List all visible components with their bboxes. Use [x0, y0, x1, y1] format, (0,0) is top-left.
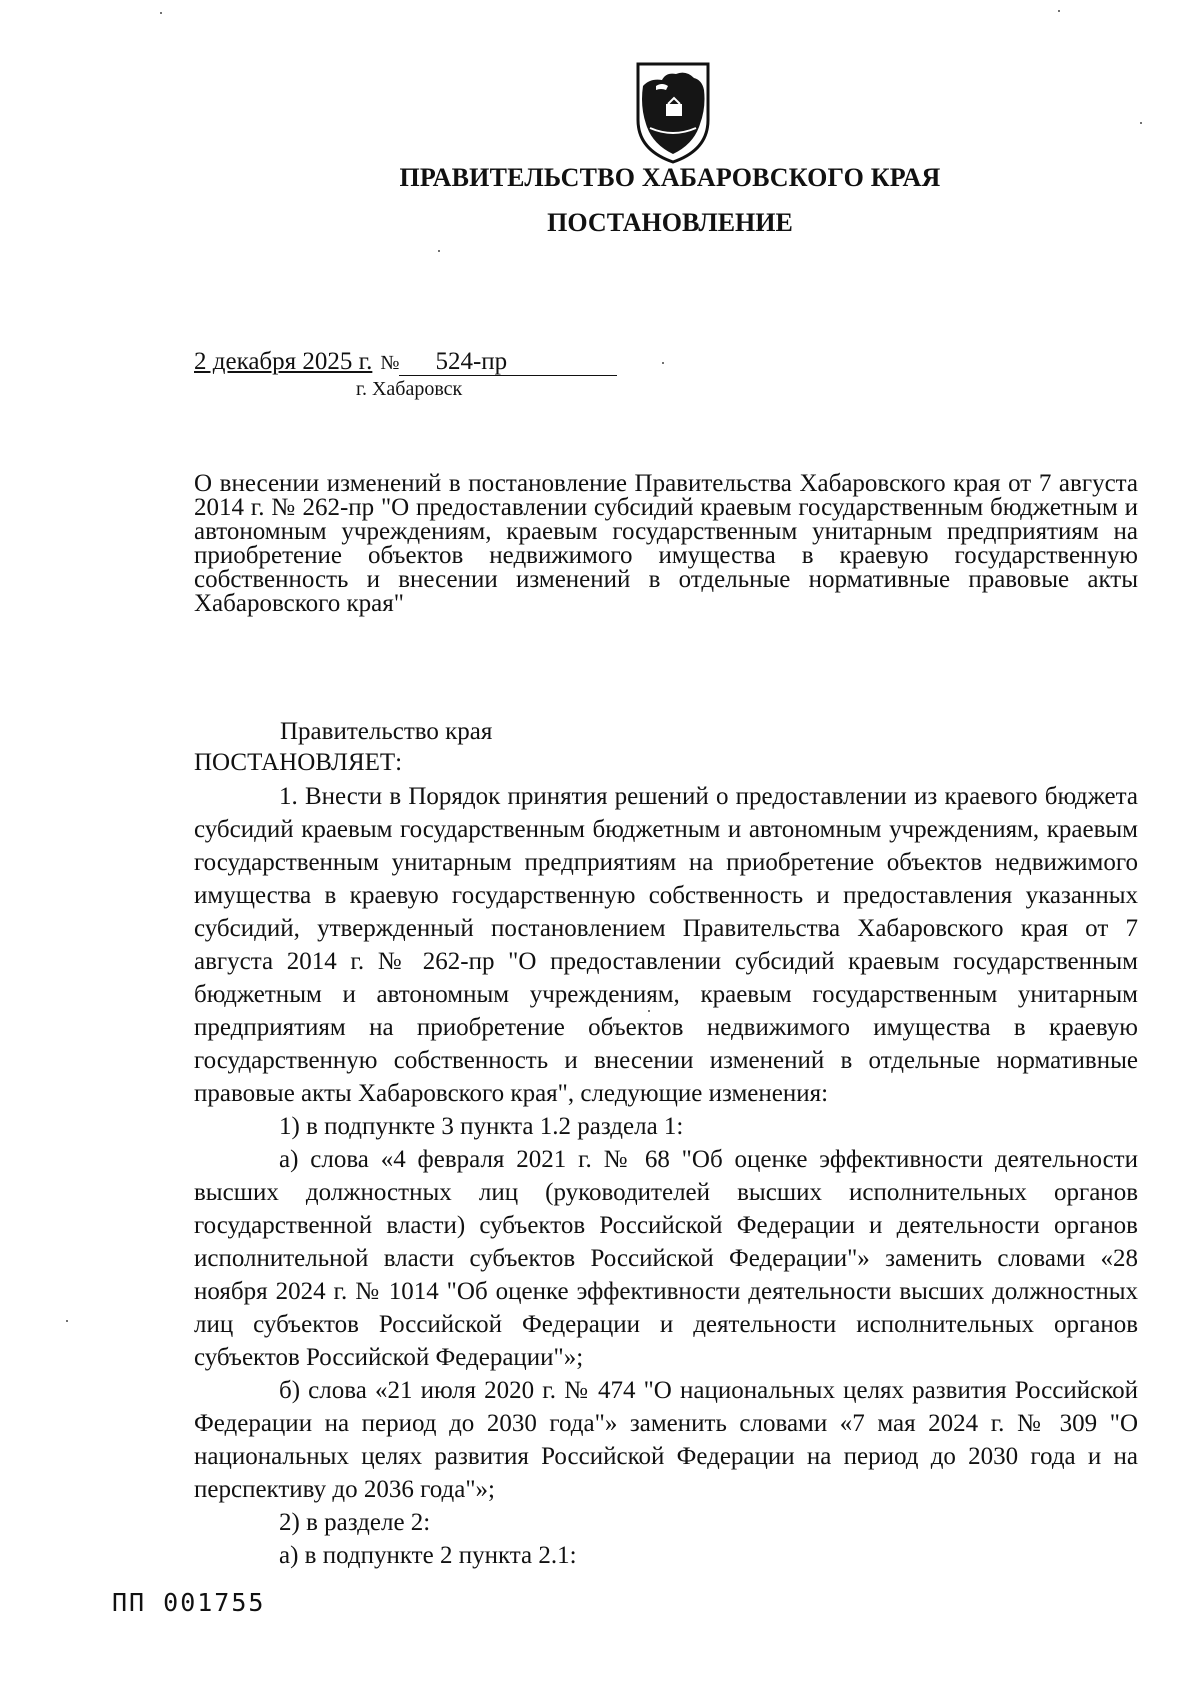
number-sign: № [380, 352, 400, 374]
document-number: 524-пр [399, 349, 617, 376]
paragraph-1-1-a: а) слова «4 февраля 2021 г. № 68 "Об оценке эффективности деятельности высших должностных лиц (руководителей высших исполнительных органов государственной власти) субъектов Российской Федерации и деятельности органов исполнительной власти субъектов Российской Федерации"» заменить словами «28 ноября 2024 г. № 1014 "Об оценке эффективности деятельности высших должностных лиц субъектов Российской Федерации и деятельности исполнительных органов субъектов Российской Федерации"»; [194, 1146, 1138, 1371]
scan-speck [160, 12, 162, 14]
preamble-government: Правительство края [280, 718, 493, 745]
document-subject: О внесении изменений в постановление Правительства Хабаровского края от 7 августа 2014 г. № 262-пр "О предоставлении субсидий краевым государственным бюджетным и автономным учреждениям, краевым государственным унитарным предприятиям на приобретение объектов недвижимого имущества в краевую государственную собственность и внесении изменений в отдельные нормативные правовые акты Хабаровского края" [194, 470, 1138, 617]
paragraph-1-2: 2) в разделе 2: [279, 1509, 431, 1536]
preamble-resolves: ПОСТАНОВЛЯЕТ: [194, 749, 403, 776]
coat-of-arms-emblem [632, 58, 714, 166]
city-label: г. Хабаровск [356, 378, 463, 400]
document-type-title: ПОСТАНОВЛЕНИЕ [547, 208, 793, 237]
footer-form-code: ПП 001755 [112, 1588, 266, 1617]
scan-speck [1140, 122, 1142, 124]
document-body [194, 780, 1138, 1572]
scan-speck [66, 1320, 68, 1322]
paragraph-1: 1. Внести в Порядок принятия решений о предоставлении из краевого бюджета субсидий краевым государственным бюджетным и автономным учреждениям, краевым государственным унитарным предприятиям на приобретение объектов недвижимого имущества в краевую государственную собственность и предоставления указанных субсидий, утвержденный постановлением Правительства Хабаровского края от 7 августа 2014 г. № 262-пр "О предоставлении субсидий краевым государственным бюджетным и автономным учреждениям, краевым государственным унитарным предприятиям на приобретение объектов недвижимого имущества в краевую государственную собственность и внесении изменений в отдельные нормативные правовые акты Хабаровского края", следующие изменения: [194, 783, 1138, 1107]
scan-speck [662, 362, 664, 364]
organization-title: ПРАВИТЕЛЬСТВО ХАБАРОВСКОГО КРАЯ [399, 163, 941, 192]
paragraph-1-2-a: а) в подпункте 2 пункта 2.1: [279, 1542, 577, 1569]
date-number-line [194, 348, 617, 376]
scan-speck [1058, 10, 1060, 12]
document-date: 2 декабря 2025 г. [194, 348, 373, 375]
paragraph-1-1-b: б) слова «21 июля 2020 г. № 474 "О национальных целях развития Российской Федерации на период до 2030 года"» заменить словами «7 мая 2024 г. № 309 "О национальных целях развития Российской Федерации на период до 2030 года и на перспективу до 2036 года"»; [194, 1377, 1138, 1503]
paragraph-1-1: 1) в подпункте 3 пункта 1.2 раздела 1: [279, 1113, 684, 1140]
scan-speck [438, 250, 440, 252]
scan-speck [648, 1010, 650, 1012]
